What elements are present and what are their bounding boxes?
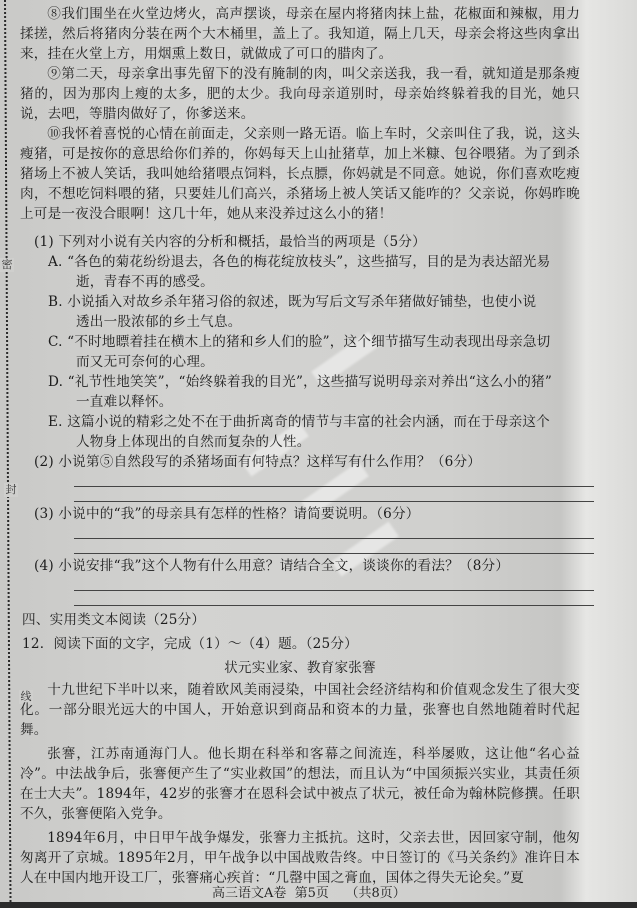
question-12: 12．阅读下面的文字，完成（1）～（4）题。（25分） xyxy=(22,636,358,652)
article-paragraph-1: 十九世纪下半叶以来，随着欧风美雨浸染，中国社会经济结构和价值观念发生了很大变化。一部分眼光远大的中国人，开始意识到商品和资本的力量，张謇也自然地随着时代起舞。 xyxy=(20,682,580,738)
question-1 xyxy=(20,232,580,252)
binding-dotted-line xyxy=(4,0,12,902)
answer-line[interactable] xyxy=(74,486,594,487)
answer-line[interactable] xyxy=(74,590,594,591)
question-number: (3) xyxy=(34,506,54,522)
answer-line[interactable] xyxy=(74,605,594,606)
option-letter: B. xyxy=(48,294,63,310)
footer-exam-name: 高三语文A卷 xyxy=(212,886,287,901)
paragraph-9: ⑨第二天，母亲拿出事先留下的没有腌制的肉，叫父亲送我，我一看，就知道是那条瘦猪的，因为那肉上瘦的太多，肥的太少。我向母亲道别时，母亲始终躲着我的目光，她只说，去吧，等腊肉做好了，你爹送来。 xyxy=(20,66,580,122)
paragraph-8: ⑧我们围坐在火堂边烤火，高声摆谈，母亲在屋内将猪肉抹上盐，花椒面和辣椒，用力揉搓，然后将猪肉分装在两个大木桶里，盖上了。我知道，隔上几天，母亲会将这些肉拿出来，挂在火堂上方，用烟熏上数日，就做成了可口的腊肉了。 xyxy=(20,6,580,62)
binding-mark-xian: 线 xyxy=(20,690,32,703)
page-footer xyxy=(212,882,406,901)
article-title: 状元实业家、教育家张謇 xyxy=(224,660,376,676)
question-3 xyxy=(20,504,580,524)
article-paragraph-2: 张謇，江苏南通海门人。他长期在科举和客幕之间流连，科举屡败，这让他“名心益冷”。中法战争后，张謇便产生了“实业救国”的想法，而且认为“中国须振兴实业，其责任须在士大夫”。1894年，42岁的张謇才在恩科会试中被点了状元，被任命为翰林院修撰。任职不久，张謇便陷入党争。 xyxy=(20,746,580,822)
answer-line[interactable] xyxy=(74,501,594,502)
question-4 xyxy=(20,556,580,576)
option-text: “不时地瞟着挂在横木上的猪和乡人们的脸”，这个细节描写生动表现出母亲急切 xyxy=(67,334,551,350)
question-prompt: 小说安排“我”这个人物有什么用意？请结合全文，谈谈你的看法？（8分） xyxy=(58,558,510,574)
bottom-edge xyxy=(0,902,637,908)
footer-page-number: 第5页 xyxy=(294,886,329,901)
question-prompt: 小说第⑤自然段写的杀猪场面有何特点？这样写有什么作用？（6分） xyxy=(58,454,482,470)
binding-mark-feng: 封 xyxy=(5,483,17,496)
answer-line[interactable] xyxy=(74,553,594,554)
option-text-cont: 透出一股浓郁的乡土气息。 xyxy=(76,314,242,330)
option-text: 小说插入对故乡杀年猪习俗的叙述，既为写后文写杀年猪做好铺垫，也使小说 xyxy=(67,294,537,310)
option-letter: E. xyxy=(48,414,63,430)
question-prompt: 小说中的“我”的母亲具有怎样的性格？请简要说明。（6分） xyxy=(58,506,420,522)
option-b xyxy=(20,292,580,332)
page-content xyxy=(20,4,580,888)
question-number: (4) xyxy=(34,558,54,574)
option-a xyxy=(20,252,580,292)
option-c xyxy=(20,332,580,372)
article-paragraph-3: 1894年6月，中日甲午战争爆发，张謇力主抵抗。这时，父亲去世，因回家守制，他匆匆离开了京城。1895年2月，甲午战争以中国战败告终。中日签订的《马关条约》准许日本人在中国内地开设工厂，张謇痛心疾首：“几罄中国之膏血，国体之得失无论矣。”夏 xyxy=(20,830,580,886)
option-text: 这篇小说的精彩之处不在于曲折离奇的情节与丰富的社会内涵，而在于母亲这个 xyxy=(67,414,550,430)
question-2 xyxy=(20,452,580,472)
option-text-cont: 逝，青春不再的感受。 xyxy=(76,274,214,290)
option-text: “各色的菊花纷纷退去，各色的梅花绽放枝头”，这些描写，目的是为表达韶光易 xyxy=(67,254,551,270)
option-letter: A. xyxy=(48,254,63,270)
footer-total-pages: （共8页） xyxy=(345,886,406,901)
option-text-cont: 人物身上体现出的自然而复杂的人性。 xyxy=(76,434,311,450)
question-number: (1) xyxy=(34,234,54,250)
option-e xyxy=(20,412,580,452)
binding-mark-mi: 密 xyxy=(1,258,13,271)
paragraph-10: ⑩我怀着喜悦的心情在前面走，父亲则一路无语。临上车时，父亲叫住了我，说，这头瘦猪，可是按你的意思给你们养的，你妈每天上山扯猪草，加上米糠、包谷喂猪。为了到杀猪场上不被人笑话，我叫她给猪喂点饲料，长点膘，你妈就是不同意。她说，你们喜欢吃瘦肉，不想吃饲料喂的猪，只要娃儿们高兴，杀猪场上被人笑话又能咋的？父亲说，你妈昨晚上可是一夜没合眼啊！这几十年，她从来没养过这么小的猪！ xyxy=(20,126,580,222)
option-letter: D. xyxy=(48,374,64,390)
question-number: (2) xyxy=(34,454,54,470)
section-four-title: 四、实用类文本阅读（25分） xyxy=(22,612,206,628)
option-text: “礼节性地笑笑”，“始终躲着我的目光”，这些描写说明母亲对养出“这么小的猪” xyxy=(67,374,552,390)
question-prompt: 下列对小说有关内容的分析和概括，最恰当的两项是（5分） xyxy=(58,234,426,250)
option-text-cont: 而又无可奈何的心理。 xyxy=(76,354,214,370)
answer-line[interactable] xyxy=(74,538,594,539)
option-text-cont: 一直难以释怀。 xyxy=(76,394,173,410)
option-d xyxy=(20,372,580,412)
option-letter: C. xyxy=(48,334,63,350)
